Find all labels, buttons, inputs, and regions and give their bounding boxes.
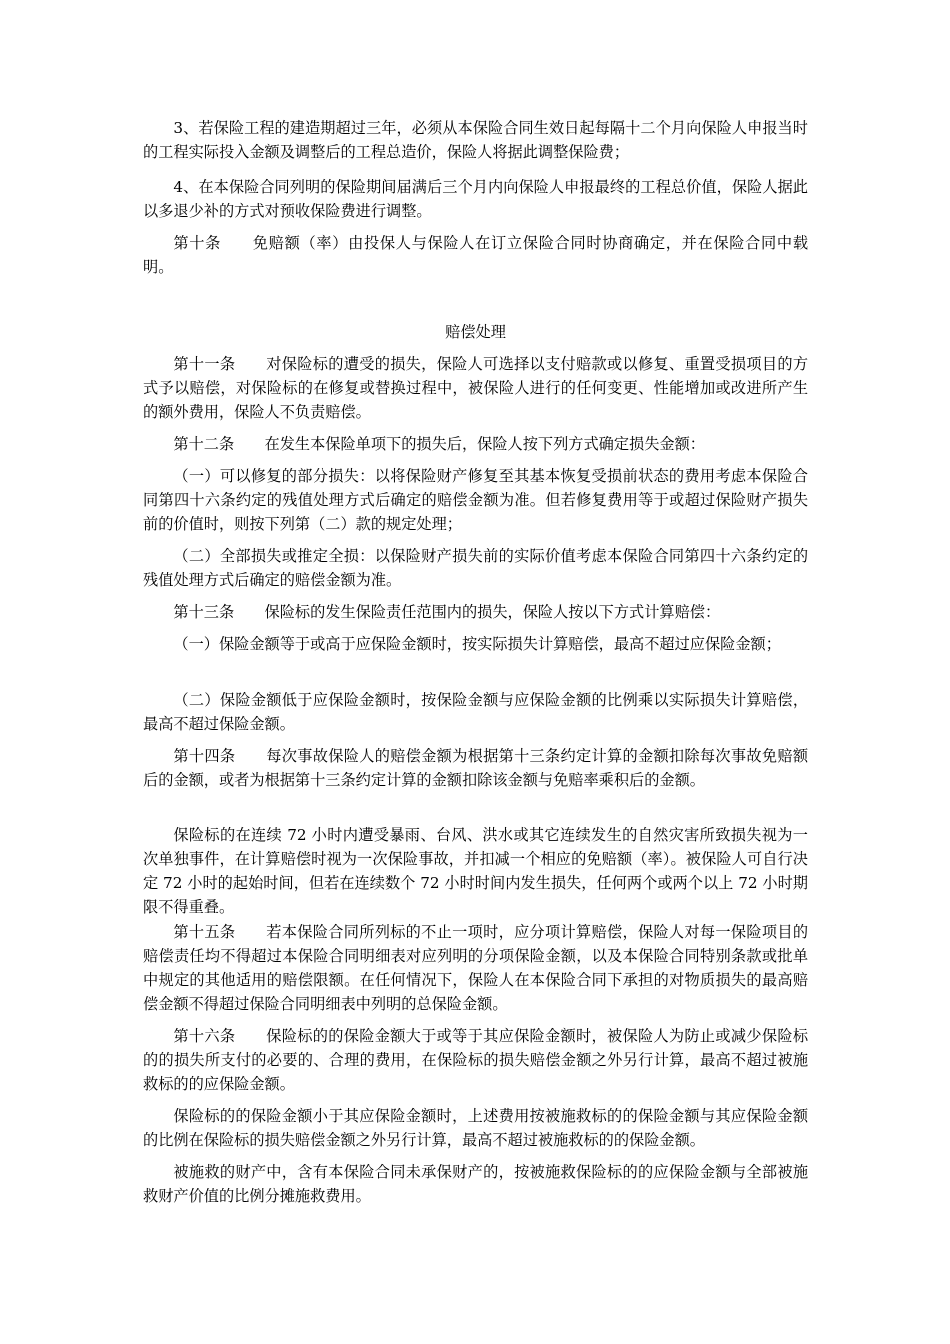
paragraph-clause-9-item-4: 4、在本保险合同列明的保险期间届满后三个月内向保险人申报最终的工程总价值，保险人据此以多退少补的方式对预收保险费进行调整。 [143, 178, 808, 220]
paragraph-clause-16-detail-1: 保险标的的保险金额小于其应保险金额时，上述费用按被施救标的的保险金额与其应保险金额的比例在保险标的损失赔偿金额之外另行计算，最高不超过被施救标的的保险金额。 [143, 1107, 808, 1149]
paragraph-clause-12: 第十二条 在发生本保险单项下的损失后，保险人按下列方式确定损失金额： [173, 435, 705, 453]
section-heading: 赔偿处理 [445, 323, 506, 341]
paragraph-clause-16-detail-2: 被施救的财产中，含有本保险合同未承保财产的，按被施救保险标的的应保险金额与全部被施救财产价值的比例分摊施救费用。 [143, 1163, 808, 1205]
paragraph-clause-14-detail: 保险标的在连续 72 小时内遭受暴雨、台风、洪水或其它连续发生的自然灾害所致损失视为一次单独事件，在计算赔偿时视为一次保险事故，并扣减一个相应的免赔额（率）。被保险人可自行决定 72 小时的起始时间，但若在连续数个 72 小时时间内发生损失，任何两个或两个以上 72 小时期限不得重叠。 [143, 826, 808, 916]
paragraph-clause-9-item-3: 3、若保险工程的建造期超过三年，必须从本保险合同生效日起每隔十二个月向保险人申报当时的工程实际投入金额及调整后的工程总造价，保险人将据此调整保险费； [143, 119, 808, 161]
paragraph-clause-13-item-2: （二）保险金额低于应保险金额时，按保险金额与应保险金额的比例乘以实际损失计算赔偿，最高不超过保险金额。 [143, 691, 808, 733]
paragraph-clause-13: 第十三条 保险标的发生保险责任范围内的损失，保险人按以下方式计算赔偿： [173, 603, 721, 621]
paragraph-clause-12-item-1: （一）可以修复的部分损失：以将保险财产修复至其基本恢复受损前状态的费用考虑本保险合同第四十六条约定的残值处理方式后确定的赔偿金额为准。但若修复费用等于或超过保险财产损失前的价值时，则按下列第（二）款的规定处理； [143, 467, 808, 533]
paragraph-clause-15: 第十五条 若本保险合同所列标的不止一项时，应分项计算赔偿，保险人对每一保险项目的赔偿责任均不得超过本保险合同明细表对应列明的分项保险金额，以及本保险合同特别条款或批单中规定的其他适用的赔偿限额。在任何情况下，保险人在本保险合同下承担的对物质损失的最高赔偿金额不得超过保险合同明细表中列明的总保险金额。 [143, 923, 808, 1013]
paragraph-clause-14: 第十四条 每次事故保险人的赔偿金额为根据第十三条约定计算的金额扣除每次事故免赔额后的金额，或者为根据第十三条约定计算的金额扣除该金额与免赔率乘积后的金额。 [143, 747, 808, 789]
paragraph-clause-12-item-2: （二）全部损失或推定全损：以保险财产损失前的实际价值考虑本保险合同第四十六条约定的残值处理方式后确定的赔偿金额为准。 [143, 547, 808, 589]
paragraph-clause-11: 第十一条 对保险标的遭受的损失，保险人可选择以支付赔款或以修复、重置受损项目的方式予以赔偿，对保险标的在修复或替换过程中，被保险人进行的任何变更、性能增加或改进所产生的额外费用，保险人不负责赔偿。 [143, 355, 808, 421]
paragraph-clause-16: 第十六条 保险标的的保险金额大于或等于其应保险金额时，被保险人为防止或减少保险标的的损失所支付的必要的、合理的费用，在保险标的损失赔偿金额之外另行计算，最高不超过被施救标的的应保险金额。 [143, 1027, 808, 1093]
paragraph-clause-13-item-1: （一）保险金额等于或高于应保险金额时，按实际损失计算赔偿，最高不超过应保险金额； [173, 635, 781, 653]
paragraph-clause-10: 第十条 免赔额（率）由投保人与保险人在订立保险合同时协商确定，并在保险合同中载明。 [143, 234, 808, 276]
